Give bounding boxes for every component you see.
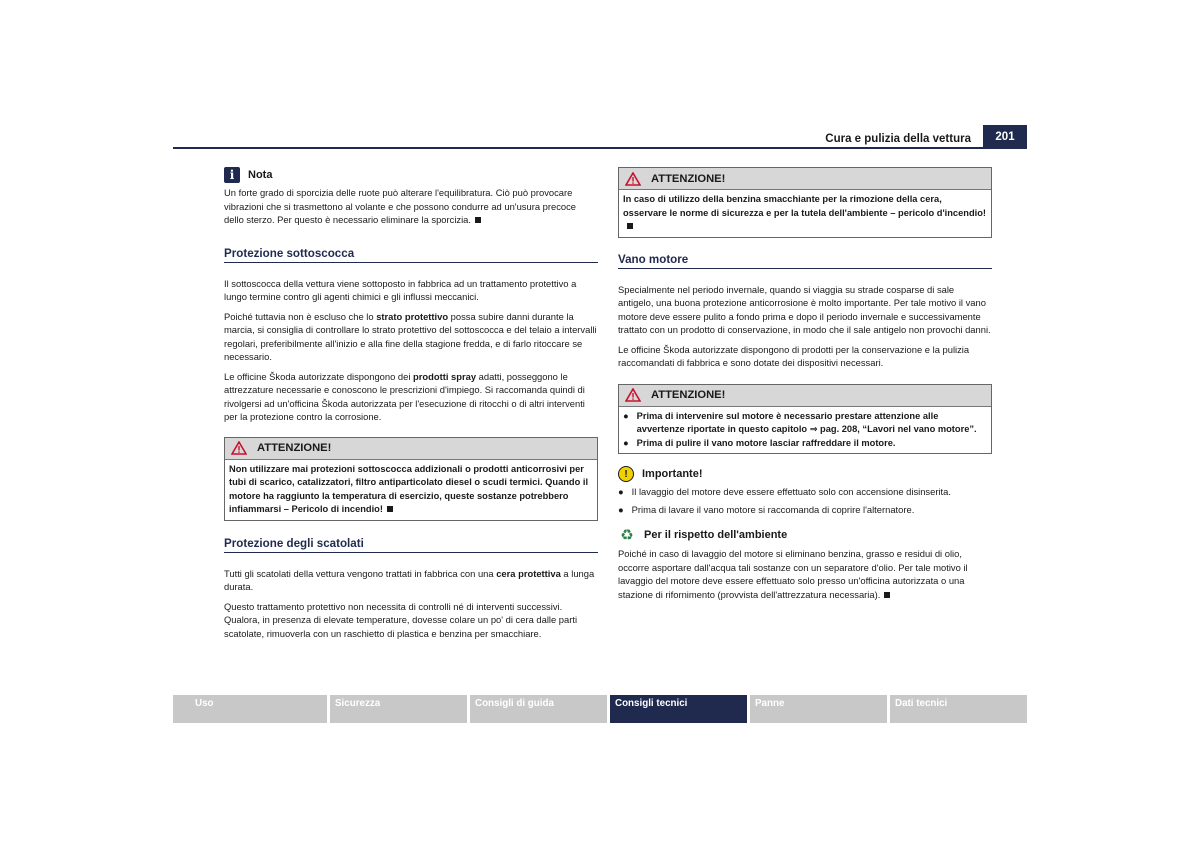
important-bullet: ● Il lavaggio del motore deve essere effettuato solo con accensione disinserita. [618,486,951,497]
note-box [224,167,598,227]
section-title-protezione-sottoscocca: Protezione sottoscocca [224,247,598,263]
warning-text: In caso di utilizzo della benzina smacchiante per la rimozione della cera, osservare le norme di sicurezza e per la tutela dell'ambiente – pericolo d'incendio! [619,190,991,237]
warning-label: ATTENZIONE! [651,389,726,401]
section-title-vano-motore: Vano motore [618,253,992,269]
warning-triangle-icon [231,441,247,455]
warning-label: ATTENZIONE! [651,172,726,185]
right-column [618,167,992,607]
warning-bullet: ● Prima di pulire il vano motore lasciar raffreddare il motore. [623,437,987,451]
section-title-protezione-scatolati: Protezione degli scatolati [224,537,598,553]
nav-tab-panne[interactable]: Panne [750,695,887,723]
info-icon: i [224,167,240,183]
warning-box [618,167,992,238]
warning-box [618,384,992,455]
important-label: Importante! [642,468,703,480]
warning-bullet: ● Prima di intervenire sul motore è necessario prestare attenzione alle avvertenze riportate in questo capitolo ⇒ pag. 208, “Lavori nel vano motore”. [623,410,987,437]
environment-label: Per il rispetto dell'ambiente [644,529,788,541]
bullet-icon: ● [618,486,624,497]
note-header [224,167,598,183]
paragraph: Le officine Škoda autorizzate dispongono dei prodotti spray adatti, posseggono le attrezzature necessarie e conoscono le prescrizioni d'impiego. Si raccomanda quindi di rivolgersi ad un'officina Škoda autorizzata per l'esecuzione di ritocchi o di altri interventi per la protezione contro la corrosione. [224,370,585,422]
recycle-icon: ♻ [620,527,634,544]
bullet-icon: ● [618,503,624,515]
warning-triangle-icon [625,388,641,402]
nav-tab-uso[interactable]: Uso [173,695,327,723]
page-number: 201 [983,125,1027,148]
important-box [618,466,992,516]
bullet-icon: ● [623,410,629,421]
nav-tab-consigli-tecnici[interactable]: Consigli tecnici [610,695,747,723]
paragraph: Specialmente nel periodo invernale, quando si viaggia su strade cosparse di sale antigelo, una buona protezione anticorrosione è molto importante. Per tale motivo il vano motore deve essere pulito a fondo prima e dopo il periodo invernale e successivamente trattato con un prodotto di conservazione, in modo che il sale antigelo non provochi danni. [618,283,991,335]
end-mark-icon [627,223,633,229]
important-header [618,466,992,482]
end-mark-icon [475,217,481,223]
end-mark-icon [884,592,890,598]
warning-header [225,438,597,460]
nav-tab-sicurezza[interactable]: Sicurezza [330,695,467,723]
important-bullet: ● Prima di lavare il vano motore si raccomanda di coprire l'alternatore. [618,503,915,515]
environment-box [618,526,992,601]
warning-header [619,385,991,407]
nav-tab-dati-tecnici[interactable]: Dati tecnici [890,695,1027,723]
nav-tab-consigli-di-guida[interactable]: Consigli di guida [470,695,607,723]
warning-text [619,407,991,454]
bullet-icon: ● [623,437,629,448]
paragraph: Poiché tuttavia non è escluso che lo strato protettivo possa subire danni durante la marcia, si consiglia di controllare lo strato protettivo del sottoscocca e del telaio a intervalli regolari, preferibilmente all'inizio e alla fine della stagione fredda, e di farlo ritoccare se necessario. [224,310,597,362]
paragraph: Il sottoscocca della vettura viene sottoposto in fabbrica ad un trattamento protettivo a lungo termine contro gli agenti chimici e gli influssi meccanici. [224,277,577,302]
warning-box [224,437,598,521]
paragraph: Questo trattamento protettivo non necessita di controlli né di interventi successivi. Qualora, in presenza di elevate temperature, dovesse colare un po' di cera dalle parti scatolate, rimuoverla con un raschietto di plastica e benzina per smacchiare. [224,600,578,639]
chapter-navigation [173,695,1027,723]
paragraph: Le officine Škoda autorizzate dispongono di prodotti per la conservazione e la pulizia raccomandati di fabbrica e sono dotate dei dispositivi necessari. [618,343,970,368]
note-text: Un forte grado di sporcizia delle ruote può alterare l'equilibratura. Ciò può provocare vibrazioni che si trasmettono al volante e che possono condurre ad un'usura precoce dello sterzo. Per questo è necessario eliminare la sporcizia. [224,187,576,225]
environment-text: Poiché in caso di lavaggio del motore si eliminano benzina, grasso e residui di olio, occorre asportare dall'acqua tali sostanze con un separatore d'olio. Per tale motivo il lavaggio del motore deve essere effettuato solo presso un'officina autorizzata o una stazione di rifornimento (provvista dell'attrezzatura necessaria). [618,548,968,600]
exclamation-circle-icon: ! [618,466,634,482]
warning-text: Non utilizzare mai protezioni sottoscocca addizionali o prodotti anticorrosivi per tubi di scarico, catalizzatori, filtro antiparticolato diesel o scudi termici. Quando il motore ha raggiunto la temperatura di esercizio, queste sostanze potrebbero infiammarsi – Pericolo di incendio! [229,463,589,514]
left-column [224,167,598,646]
chapter-title: Cura e pulizia della vettura [825,133,971,145]
note-label: Nota [248,169,273,181]
paragraph: Tutti gli scatolati della vettura vengono trattati in fabbrica con una cera protettiva a lunga durata. [224,567,595,592]
header-rule [173,147,1027,149]
warning-triangle-icon [625,172,641,186]
end-mark-icon [387,506,393,512]
warning-header [619,168,991,190]
warning-label: ATTENZIONE! [257,442,332,454]
environment-header [618,526,992,544]
